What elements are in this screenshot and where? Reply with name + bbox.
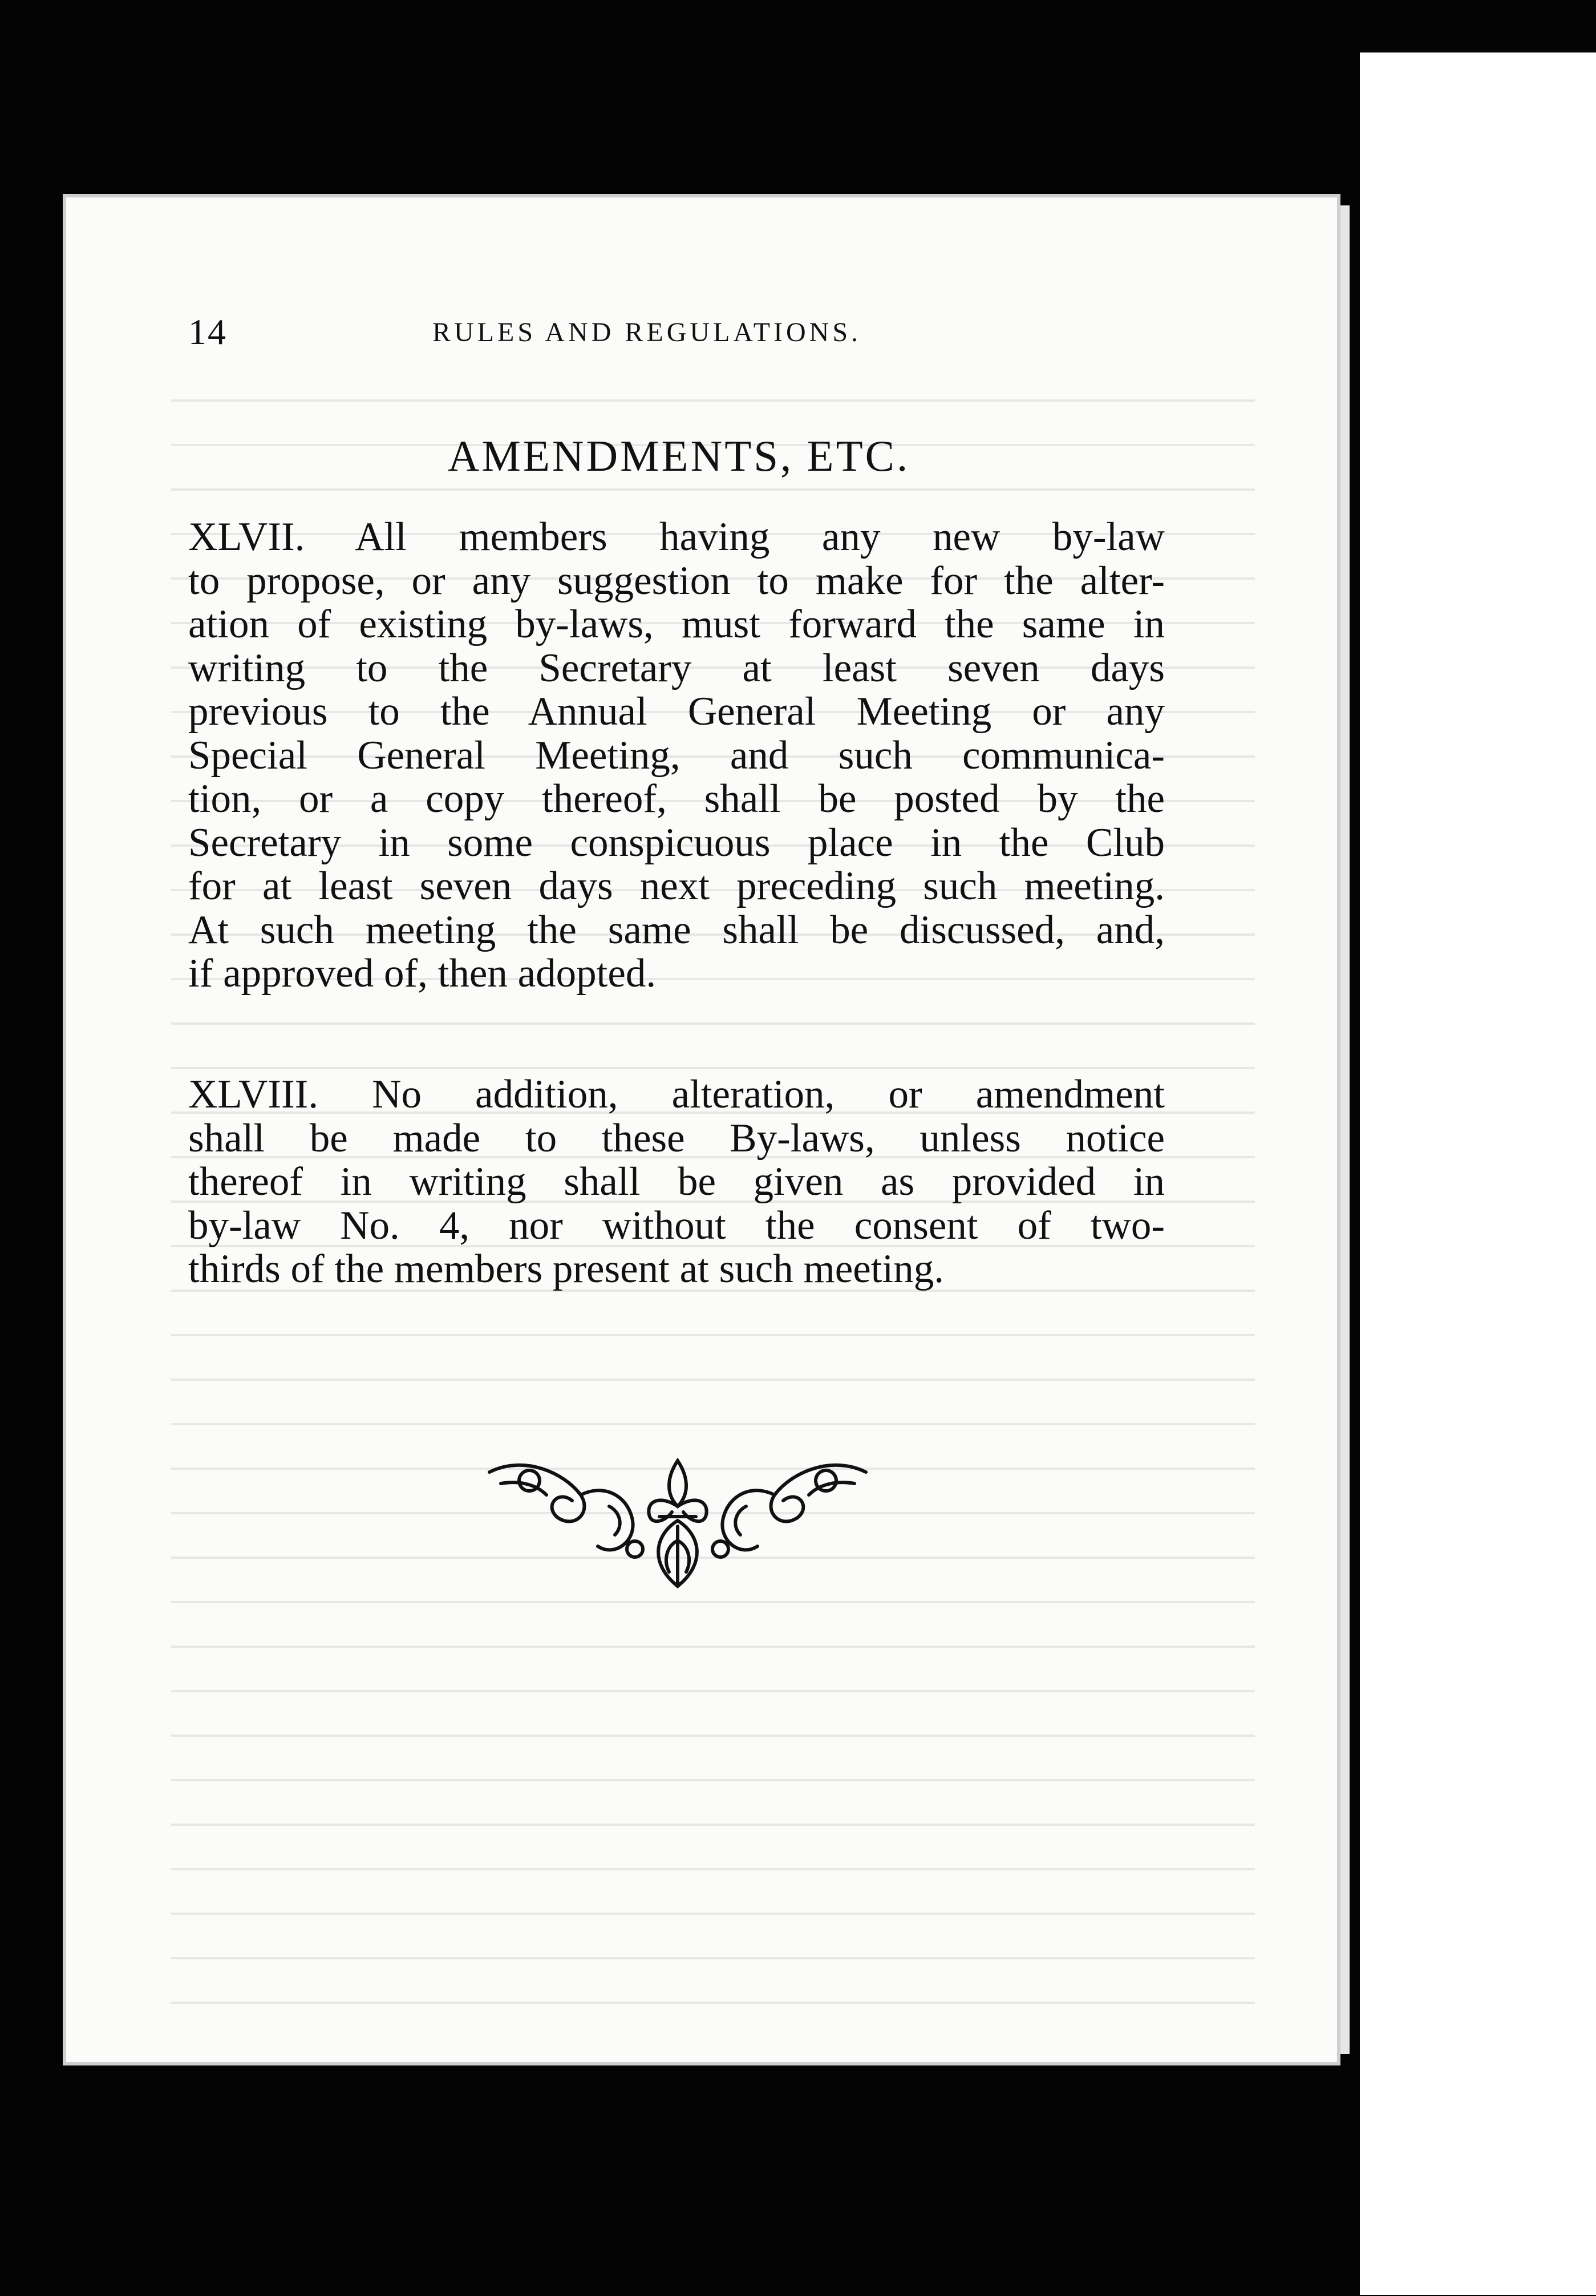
page-edge bbox=[1340, 205, 1350, 2054]
text-line: if approved of, then adopted. bbox=[188, 951, 657, 996]
text-line: for at least seven days next preceding such meeting. bbox=[188, 864, 1165, 908]
bylaw-xlvii-paragraph bbox=[188, 515, 1165, 996]
adjacent-page-strip bbox=[1360, 52, 1596, 2295]
section-title: AMENDMENTS, ETC. bbox=[447, 431, 910, 480]
bylaw-xlviii-paragraph bbox=[188, 1073, 1165, 1291]
page-header bbox=[188, 311, 1164, 357]
text-line: Secretary in some conspicuous place in the Club bbox=[188, 820, 1165, 865]
text-line: thirds of the members present at such meeting. bbox=[188, 1247, 944, 1291]
text-line: ation of existing by-laws, must forward the same in bbox=[188, 602, 1165, 646]
running-head: RULES AND REGULATIONS. bbox=[432, 317, 862, 347]
text-line: to propose, or any suggestion to make for the alter- bbox=[188, 558, 1165, 603]
text-line: thereof in writing shall be given as provided in bbox=[188, 1159, 1165, 1204]
text-line: XLVII. All members having any new by-law bbox=[188, 515, 1165, 559]
text-line: XLVIII. No addition, alteration, or amendment bbox=[188, 1072, 1165, 1117]
text-line: Special General Meeting, and such communica- bbox=[188, 733, 1165, 778]
text-line: writing to the Secretary at least seven days bbox=[188, 645, 1165, 690]
text-line: shall be made to these By-laws, unless notice bbox=[188, 1115, 1165, 1161]
fleuron-tailpiece-icon bbox=[478, 1449, 877, 1598]
text-line: by-law No. 4, nor without the consent of two- bbox=[188, 1203, 1165, 1248]
text-line: previous to the Annual General Meeting or any bbox=[188, 689, 1165, 734]
text-line: tion, or a copy thereof, shall be posted by the bbox=[188, 777, 1165, 821]
page-number: 14 bbox=[188, 312, 227, 352]
text-line: At such meeting the same shall be discussed, and, bbox=[188, 907, 1165, 952]
